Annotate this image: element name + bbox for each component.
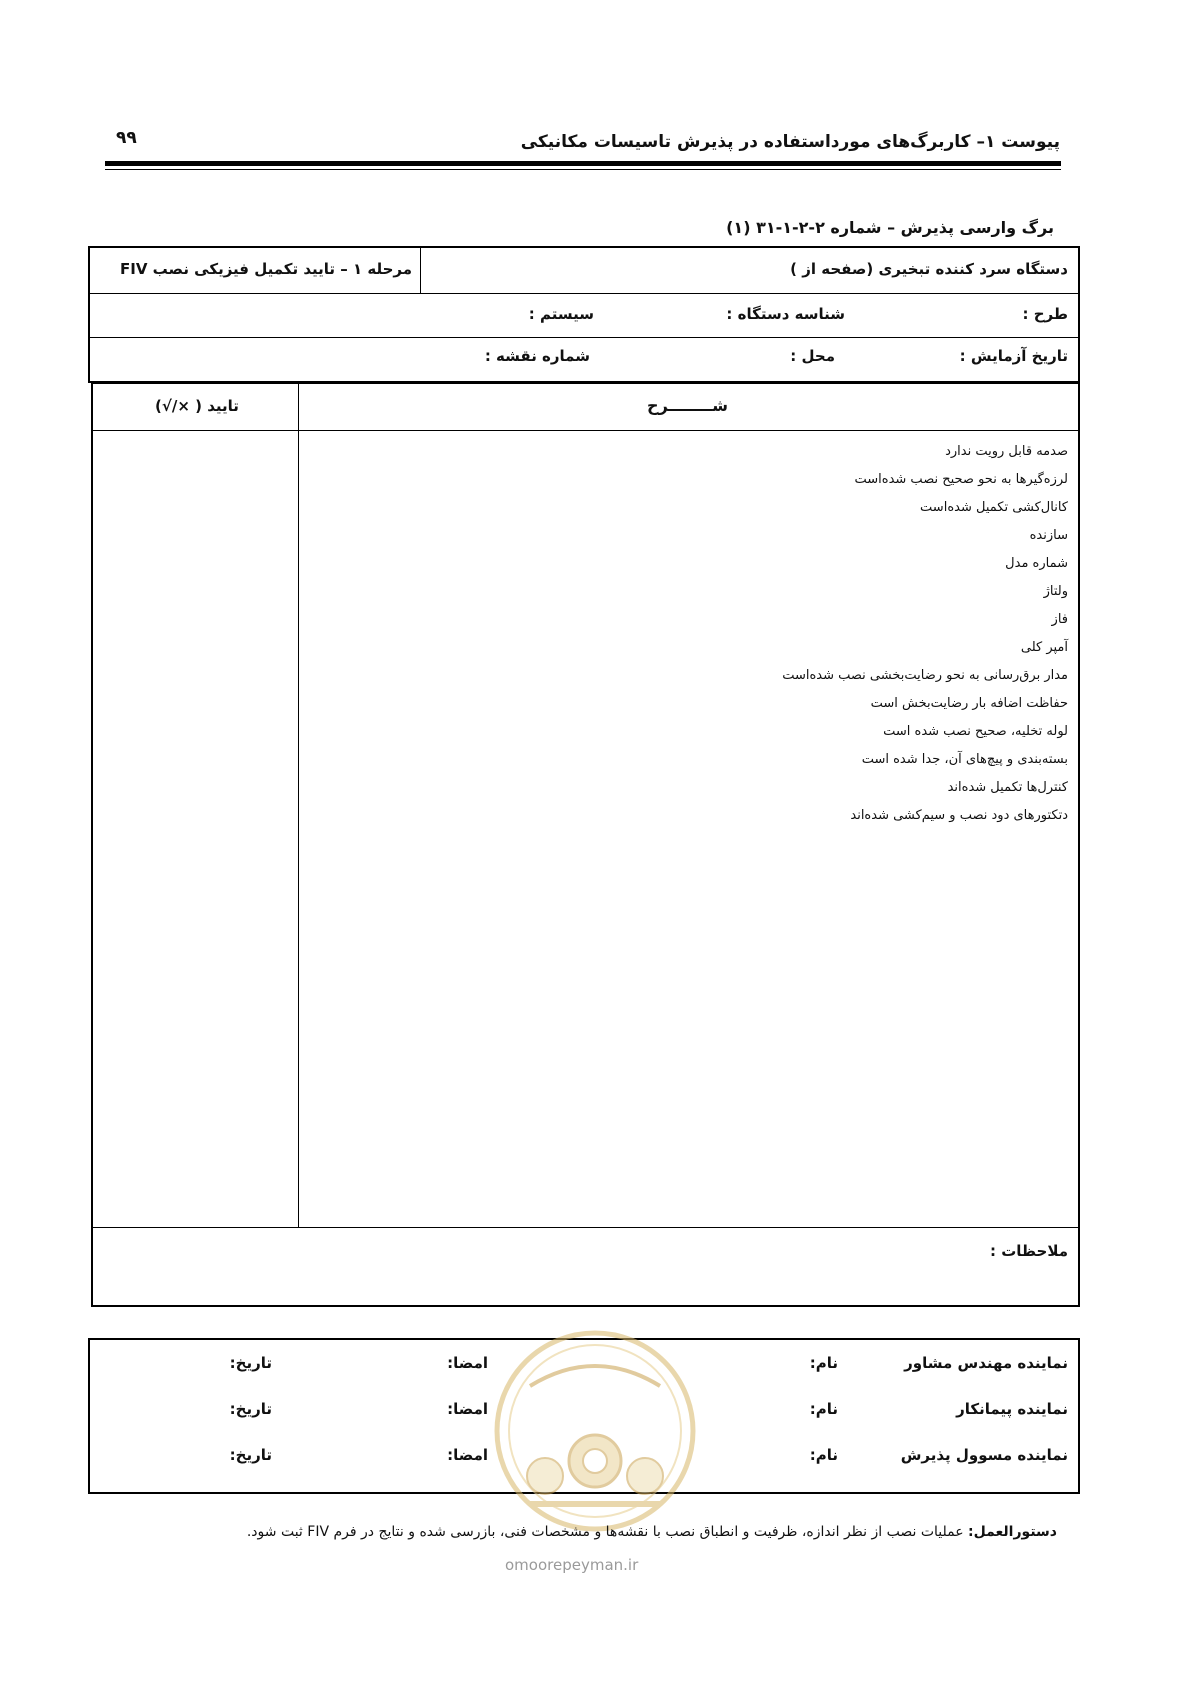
checklist-item: کنترل‌ها تکمیل شده‌اند	[947, 780, 1068, 795]
checklist-table	[91, 383, 1080, 1307]
signature-date-label: تاریخ:	[229, 1446, 272, 1464]
signature-name-label: نام:	[809, 1400, 838, 1418]
checklist-item: ولتاژ	[1043, 584, 1068, 599]
info-row-test	[90, 337, 1078, 381]
watermark-url: omoorepeyman.ir	[505, 1556, 639, 1574]
approval-header: تایید ( ×/√)	[155, 397, 239, 415]
signature-date-label: تاریخ:	[229, 1354, 272, 1372]
test-date-label: تاریخ آزمایش :	[959, 347, 1068, 365]
signature-sign-label: امضا:	[447, 1354, 488, 1372]
device-title: دستگاه سرد کننده تبخیری (صفحه از )	[790, 260, 1068, 278]
watermark-seal-icon	[490, 1326, 700, 1536]
signature-date-label: تاریخ:	[229, 1400, 272, 1418]
checklist-header-row	[93, 384, 1078, 431]
checklist-item: صدمه قابل رویت ندارد	[945, 444, 1068, 459]
signature-sign-label: امضا:	[447, 1400, 488, 1418]
signature-role: نماینده مهندس مشاور	[904, 1354, 1068, 1372]
checklist-item: بسته‌بندی و پیچ‌های آن، جدا شده است	[861, 752, 1068, 767]
info-row-project	[90, 293, 1078, 338]
remarks-label: ملاحظات :	[989, 1242, 1068, 1260]
remarks-divider	[93, 1227, 1078, 1228]
checklist-item: سازنده	[1029, 528, 1068, 543]
checklist-item: حفاظت اضافه بار رضایت‌بخش است	[870, 696, 1068, 711]
checklist-items	[782, 438, 1068, 830]
signature-role: نماینده مسوول پذیرش	[900, 1446, 1068, 1464]
checklist-item: مدار برق‌رسانی به نحو رضایت‌بخشی نصب شده‌است	[782, 668, 1068, 683]
instructions	[247, 1524, 1057, 1540]
checklist-item: آمپر کلی	[1020, 640, 1068, 655]
signature-name-label: نام:	[809, 1446, 838, 1464]
system-label: سیستم :	[528, 305, 594, 323]
instructions-label: دستورالعمل:	[968, 1524, 1057, 1540]
page-header-title: پیوست ۱– کاربرگ‌های مورداستفاده در پذیرش تاسیسات مکانیکی	[520, 132, 1060, 152]
header-rule-thin	[105, 169, 1061, 170]
signature-role: نماینده پیمانکار	[956, 1400, 1068, 1418]
checklist-item: دتکتورهای دود نصب و سیم‌کشی شده‌اند	[850, 808, 1068, 823]
form-info-table	[88, 246, 1080, 383]
info-row-device	[90, 248, 1078, 294]
info-row-divider	[420, 248, 421, 293]
description-header: شــــــــرح	[647, 396, 728, 415]
form-title: برگ وارسی پذیرش – شماره ۲-۲-۱-۳۱ (۱)	[726, 218, 1054, 237]
checklist-item: لوله تخلیه، صحیح نصب شده است	[883, 724, 1068, 739]
checklist-column-divider	[298, 384, 299, 1227]
page-number: ۹۹	[116, 128, 137, 148]
checklist-item: کانال‌کشی تکمیل شده‌است	[920, 500, 1068, 515]
project-label: طرح :	[1022, 305, 1068, 323]
signature-sign-label: امضا:	[447, 1446, 488, 1464]
header-rule-thick	[105, 161, 1061, 166]
watermark-logo	[490, 1326, 700, 1536]
signature-name-label: نام:	[809, 1354, 838, 1372]
stage-label: مرحله ۱ – تایید تکمیل فیزیکی نصب FIV	[120, 260, 413, 278]
location-label: محل :	[790, 347, 835, 365]
drawing-number-label: شماره نقشه :	[484, 347, 590, 365]
checklist-item: فاز	[1051, 612, 1068, 627]
checklist-item: شماره مدل	[1005, 556, 1068, 571]
instructions-text: عملیات نصب از نظر اندازه، ظرفیت و انطباق نصب با نقشه‌ها و مشخصات فنی، بازرسی شده و نتایج در فرم FIV ثبت شود.	[246, 1524, 969, 1540]
checklist-item: لرزه‌گیرها به نحو صحیح نصب شده‌است	[854, 472, 1068, 487]
device-id-label: شناسه دستگاه :	[726, 305, 845, 323]
